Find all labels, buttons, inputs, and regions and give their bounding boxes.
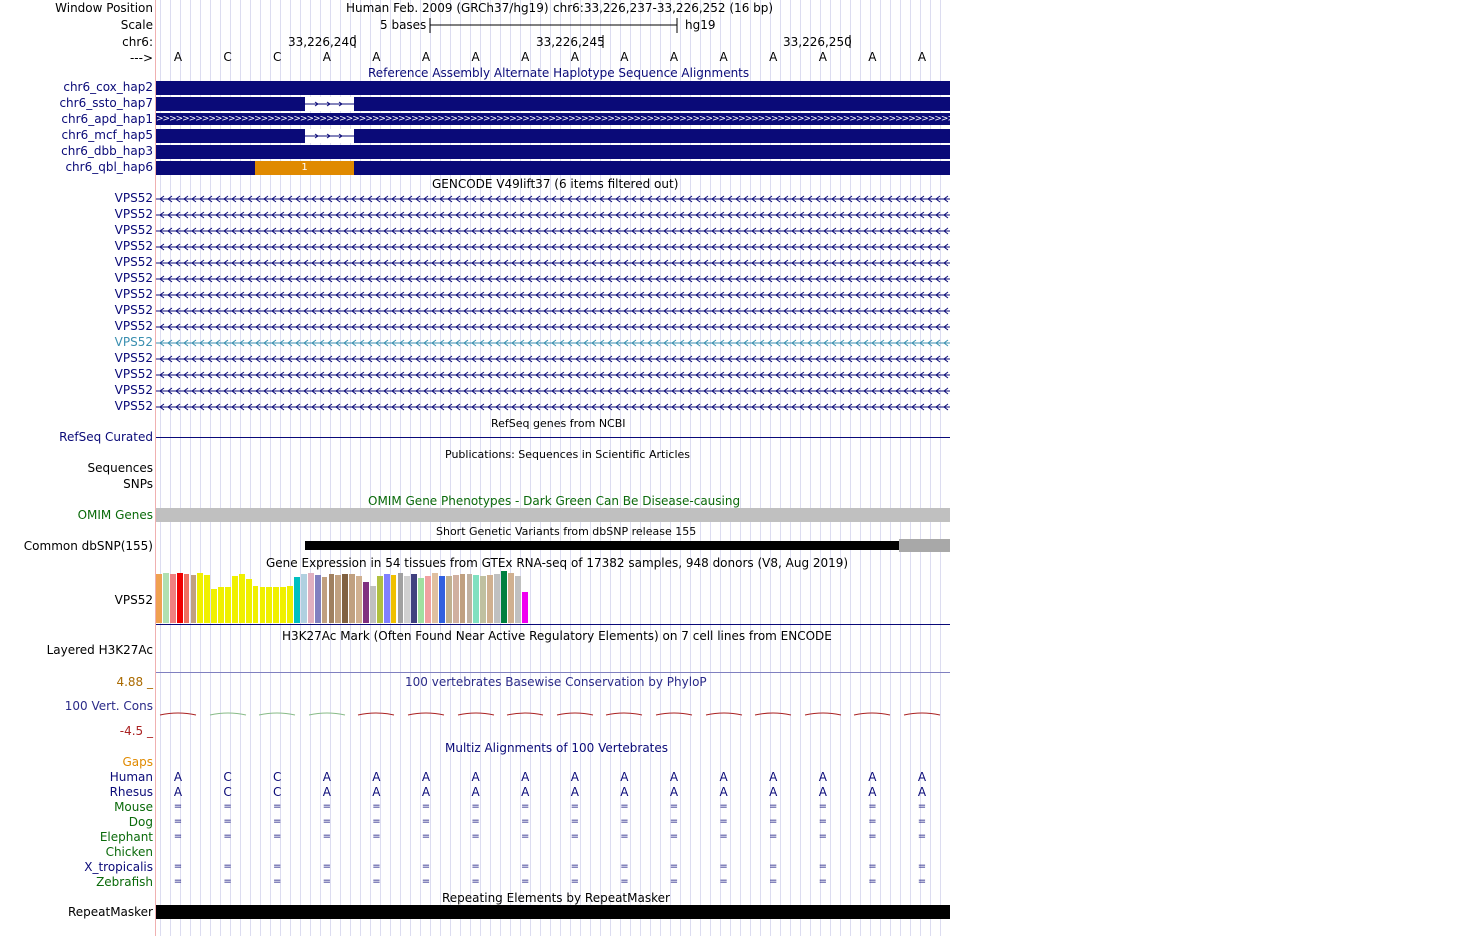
phylop-score-mark xyxy=(656,711,692,717)
gtex-tissue-bar[interactable] xyxy=(473,575,479,623)
gtex-tissue-bar[interactable] xyxy=(294,577,300,623)
alignment-match-mark: = xyxy=(173,801,183,812)
alignment-match-mark: = xyxy=(719,816,728,827)
gtex-tissue-bar[interactable] xyxy=(439,576,445,623)
gtex-tissue-bar[interactable] xyxy=(260,587,266,623)
position-readout: chr6:33,226,237-33,226,252 (16 bp) xyxy=(553,1,774,15)
alt-haplotype-label[interactable]: chr6_cox_hap2 xyxy=(63,80,153,94)
gencode-transcript[interactable] xyxy=(156,210,950,220)
gtex-tissue-bar[interactable] xyxy=(398,573,404,623)
aligned-base: A xyxy=(868,770,877,784)
gtex-tissue-bar[interactable] xyxy=(432,573,438,623)
alignment-match-mark: = xyxy=(372,801,381,812)
gencode-gene-label[interactable]: VPS52 xyxy=(114,287,153,301)
phylop-max-label: 4.88 _ xyxy=(116,675,153,689)
gtex-tissue-bar[interactable] xyxy=(342,574,348,623)
gtex-tissue-bar[interactable] xyxy=(363,582,369,623)
gtex-tissue-bar[interactable] xyxy=(170,574,176,623)
aligned-base: A xyxy=(521,770,530,784)
alignment-match-mark: = xyxy=(173,816,183,827)
alignment-match-mark: = xyxy=(719,861,728,872)
alignment-match-mark: = xyxy=(570,801,579,812)
gtex-tissue-bar[interactable] xyxy=(163,573,169,623)
aligned-base: A xyxy=(669,785,679,799)
alignment-match-mark: = xyxy=(272,876,282,887)
gtex-tissue-bar[interactable] xyxy=(404,576,410,623)
gencode-gene-label[interactable]: VPS52 xyxy=(114,239,153,253)
alignment-match-mark: = xyxy=(421,876,431,887)
gtex-tissue-bar[interactable] xyxy=(377,576,383,623)
alt-haplotype-label[interactable]: chr6_mcf_hap5 xyxy=(61,128,153,142)
gencode-track-title[interactable]: GENCODE V49lift37 (6 items filtered out) xyxy=(432,177,679,191)
base-letter: A xyxy=(372,50,381,64)
phylop-score-mark xyxy=(755,711,791,717)
alignment-match-mark: = xyxy=(818,816,827,827)
alt-haplotype-alignment[interactable] xyxy=(156,97,950,111)
phylop-score-mark xyxy=(309,711,345,717)
gtex-tissue-bar[interactable] xyxy=(232,576,238,623)
multiz-species-label[interactable]: Rhesus xyxy=(109,785,153,799)
gencode-gene-label[interactable]: VPS52 xyxy=(114,351,153,365)
gtex-tissue-bar[interactable] xyxy=(494,574,500,623)
phylop-score-mark xyxy=(160,711,196,717)
phylop-score-mark xyxy=(507,711,543,717)
alignment-match-mark: = xyxy=(272,816,282,827)
phylop-score-mark xyxy=(408,711,444,717)
dbsnp-variant-bar[interactable] xyxy=(899,539,950,552)
alignment-match-mark: = xyxy=(917,801,927,812)
gencode-transcript[interactable] xyxy=(156,354,950,364)
gtex-tissue-bar[interactable] xyxy=(273,587,279,623)
gtex-tissue-bar[interactable] xyxy=(177,573,183,623)
gtex-gene-label[interactable]: VPS52 xyxy=(114,593,153,607)
alignment-match-mark: = xyxy=(818,861,827,872)
refseq-track-title[interactable]: RefSeq genes from NCBI xyxy=(491,417,626,430)
aligned-base: A xyxy=(669,770,679,784)
phylop-score-mark xyxy=(458,711,494,717)
gencode-transcript[interactable] xyxy=(156,274,950,284)
gtex-tissue-bar[interactable] xyxy=(322,577,328,623)
gencode-gene-label[interactable]: VPS52 xyxy=(114,335,153,349)
gap-connector xyxy=(305,129,354,143)
alignment-match-mark: = xyxy=(669,876,679,887)
gtex-tissue-bar[interactable] xyxy=(184,574,190,623)
gencode-gene-label[interactable]: VPS52 xyxy=(114,223,153,237)
aligned-base: A xyxy=(421,785,431,799)
gtex-tissue-bar[interactable] xyxy=(370,586,376,623)
window-position-label: Window Position xyxy=(55,1,153,15)
aligned-base: C xyxy=(272,785,282,799)
phylop-score-mark xyxy=(904,711,940,717)
alignment-match-mark: = xyxy=(620,861,629,872)
multiz-gaps-label: Gaps xyxy=(122,755,153,769)
gtex-tissue-bar[interactable] xyxy=(246,579,252,623)
insertion-count: 1 xyxy=(301,162,308,173)
alignment-match-mark: = xyxy=(471,801,480,812)
alignment-match-mark: = xyxy=(322,801,331,812)
tick-label: 33,226,250 xyxy=(783,35,852,49)
base-letter: A xyxy=(521,50,530,64)
gtex-tissue-bar[interactable] xyxy=(356,576,362,623)
alignment-match-mark: = xyxy=(570,861,579,872)
alignment-match-mark: = xyxy=(223,801,232,812)
aligned-base: A xyxy=(620,770,629,784)
gtex-tissue-bar[interactable] xyxy=(460,574,466,623)
gtex-baseline xyxy=(156,624,950,625)
alignment-match-mark: = xyxy=(669,801,679,812)
alignment-insertion[interactable] xyxy=(255,161,354,175)
alignment-match-mark: = xyxy=(669,816,679,827)
omim-phenotype-bar[interactable] xyxy=(156,508,950,522)
gencode-gene-label[interactable]: VPS52 xyxy=(114,255,153,269)
alignment-match-mark: = xyxy=(719,876,728,887)
aligned-base: C xyxy=(272,770,282,784)
gencode-gene-label[interactable]: VPS52 xyxy=(114,383,153,397)
gencode-transcript[interactable] xyxy=(156,290,950,300)
alignment-match-mark: = xyxy=(372,876,381,887)
refseq-gene-line[interactable] xyxy=(156,437,950,438)
aligned-base: A xyxy=(521,785,530,799)
gtex-tissue-bar[interactable] xyxy=(480,576,486,623)
base-letter: A xyxy=(620,50,629,64)
alignment-match-mark: = xyxy=(520,816,530,827)
aligned-base: A xyxy=(322,770,331,784)
alignment-match-mark: = xyxy=(173,876,183,887)
aligned-base: A xyxy=(719,770,728,784)
phylop-score-mark xyxy=(805,711,841,717)
aligned-base: A xyxy=(917,785,927,799)
gtex-track-title[interactable]: Gene Expression in 54 tissues from GTEx RNA-seq of 17382 samples, 948 donors (V8, Aug 2019) xyxy=(266,556,849,570)
gtex-tissue-bar[interactable] xyxy=(204,575,210,623)
gtex-tissue-bar[interactable] xyxy=(287,586,293,623)
aligned-base: C xyxy=(223,770,232,784)
multiz-species-label[interactable]: X_tropicalis xyxy=(84,860,153,874)
base-letter: A xyxy=(917,50,927,64)
aligned-base: A xyxy=(769,785,778,799)
gtex-tissue-bar[interactable] xyxy=(418,578,424,623)
repeatmasker-label[interactable]: RepeatMasker xyxy=(67,905,153,919)
alt-haplotype-alignment[interactable] xyxy=(156,145,950,159)
gtex-tissue-bar[interactable] xyxy=(411,574,417,623)
base-letter: C xyxy=(272,50,282,64)
tick-label: 33,226,240 xyxy=(288,35,357,49)
alt-haplotype-label[interactable]: chr6_dbb_hap3 xyxy=(61,144,153,158)
alignment-match-mark: = xyxy=(421,801,431,812)
repeatmasker-element-bar[interactable] xyxy=(156,905,950,919)
alignment-match-mark: = xyxy=(520,861,530,872)
gtex-tissue-bar[interactable] xyxy=(522,592,528,623)
gtex-tissue-bar[interactable] xyxy=(239,574,245,623)
h3k27ac-label[interactable]: Layered H3K27Ac xyxy=(46,643,153,657)
aligned-base: A xyxy=(719,785,728,799)
alignment-match-mark: = xyxy=(669,861,679,872)
base-letter: A xyxy=(719,50,728,64)
multiz-species-label[interactable]: Mouse xyxy=(114,800,153,814)
gencode-transcript[interactable] xyxy=(156,370,950,380)
base-letter: A xyxy=(570,50,579,64)
phylop-track-title[interactable]: 100 vertebrates Basewise Conservation by PhyloP xyxy=(405,675,707,689)
gencode-transcript[interactable] xyxy=(156,322,950,332)
phylop-min-label: -4.5 _ xyxy=(119,724,153,738)
gtex-tissue-bar[interactable] xyxy=(384,574,390,623)
gtex-tissue-bar[interactable] xyxy=(425,576,431,623)
phylop-score-mark xyxy=(210,711,246,717)
h3k27ac-baseline xyxy=(156,672,950,673)
strand-label: ---> xyxy=(129,51,153,65)
alignment-match-mark: = xyxy=(471,861,480,872)
gencode-transcript[interactable] xyxy=(156,402,950,412)
alignment-match-mark: = xyxy=(868,801,877,812)
gtex-tissue-bar[interactable] xyxy=(266,587,272,623)
gtex-tissue-bar[interactable] xyxy=(467,574,473,623)
alignment-match-mark: = xyxy=(223,876,232,887)
alt-haplotype-label[interactable]: chr6_qbl_hap6 xyxy=(65,160,153,174)
base-letter: C xyxy=(223,50,232,64)
gencode-gene-label[interactable]: VPS52 xyxy=(114,271,153,285)
alignment-match-mark: = xyxy=(372,816,381,827)
gtex-tissue-bar[interactable] xyxy=(191,575,197,623)
omim-label[interactable]: OMIM Genes xyxy=(77,508,153,522)
phylop-score-mark xyxy=(606,711,642,717)
scale-text: 5 bases xyxy=(380,18,427,32)
gtex-tissue-bar[interactable] xyxy=(487,575,493,623)
gtex-tissue-bar[interactable] xyxy=(515,576,521,623)
phylop-label[interactable]: 100 Vert. Cons xyxy=(64,699,153,713)
alignment-match-mark: = xyxy=(620,831,629,842)
alignment-match-mark: = xyxy=(372,831,381,842)
omim-track-title[interactable]: OMIM Gene Phenotypes - Dark Green Can Be Disease-causing xyxy=(368,494,741,508)
alignment-match-mark: = xyxy=(570,831,579,842)
alignment-match-mark: = xyxy=(173,831,183,842)
aligned-base: A xyxy=(769,770,778,784)
alignment-match-mark: = xyxy=(322,876,331,887)
alignment-match-mark: = xyxy=(421,831,431,842)
multiz-species-label[interactable]: Dog xyxy=(128,815,153,829)
alt-haplotype-alignment[interactable] xyxy=(156,129,950,143)
tick-label: 33,226,245 xyxy=(536,35,605,49)
multiz-track-title[interactable]: Multiz Alignments of 100 Vertebrates xyxy=(445,741,669,755)
alignment-match-mark: = xyxy=(520,801,530,812)
aligned-base: A xyxy=(570,770,579,784)
alt-haplotype-label[interactable]: chr6_ssto_hap7 xyxy=(59,96,153,110)
gtex-tissue-bar[interactable] xyxy=(308,573,314,623)
gtex-tissue-bar[interactable] xyxy=(156,574,162,623)
alignment-gap xyxy=(305,97,354,111)
aligned-base: A xyxy=(917,770,927,784)
h3k27ac-track-title[interactable]: H3K27Ac Mark (Often Found Near Active Regulatory Elements) on 7 cell lines from ENCODE xyxy=(282,629,832,643)
alignment-match-mark: = xyxy=(421,816,431,827)
alignment-match-mark: = xyxy=(917,816,927,827)
base-letter: A xyxy=(818,50,827,64)
gtex-tissue-bar[interactable] xyxy=(508,573,514,623)
gencode-transcript[interactable] xyxy=(156,386,950,396)
dbsnp-label[interactable]: Common dbSNP(155) xyxy=(23,539,153,553)
alignment-match-mark: = xyxy=(768,831,778,842)
gtex-tissue-bar[interactable] xyxy=(335,575,341,623)
aligned-base: A xyxy=(570,785,579,799)
assembly-title: Human Feb. 2009 (GRCh37/hg19) xyxy=(346,1,549,15)
alignment-match-mark: = xyxy=(868,816,877,827)
gtex-tissue-bar[interactable] xyxy=(225,587,231,623)
alignment-match-mark: = xyxy=(818,801,827,812)
gencode-transcript[interactable] xyxy=(156,258,950,268)
phylop-score-mark xyxy=(706,711,742,717)
gtex-tissue-bar[interactable] xyxy=(349,574,355,623)
alt-haplotype-alignment[interactable]: >>>>>>>>>>>>>>>>>>>>>>>>>>>>>>>>>>>>>>>>>>>>>>>>>>>>>>>>>>>>>>>>>>>>>>>>>>>>>>>>>>>>>>>>>>>>>>>>>>>>>>>>>>>>>>>>>>>>>>>>>>>>>>>>>>>>>>>>>>>>>>>>>>>>>>>>>>>>>>>>>>>>>>>>>>>>>>>>>>>>>>>>>>>>>>>>>>>>>>>> xyxy=(156,114,1464,124)
base-letter: A xyxy=(769,50,778,64)
aligned-base: A xyxy=(471,785,480,799)
alignment-match-mark: = xyxy=(471,876,480,887)
alignment-match-mark: = xyxy=(620,816,629,827)
gencode-transcript[interactable] xyxy=(156,226,950,236)
gtex-tissue-bar[interactable] xyxy=(453,575,459,623)
aligned-base: A xyxy=(372,785,381,799)
gencode-gene-label[interactable]: VPS52 xyxy=(114,319,153,333)
alignment-match-mark: = xyxy=(917,861,927,872)
chrom-label: chr6: xyxy=(122,35,153,49)
gencode-transcript[interactable] xyxy=(156,338,950,348)
gencode-gene-label[interactable]: VPS52 xyxy=(114,303,153,317)
alignment-match-mark: = xyxy=(669,831,679,842)
multiz-species-label[interactable]: Zebrafish xyxy=(96,875,153,889)
snps-label[interactable]: SNPs xyxy=(123,477,153,491)
alignment-match-mark: = xyxy=(868,831,877,842)
phylop-score-mark xyxy=(259,711,295,717)
base-letter: A xyxy=(669,50,679,64)
alignment-match-mark: = xyxy=(322,861,331,872)
alignment-gap xyxy=(305,129,354,143)
alignment-match-mark: = xyxy=(471,816,480,827)
alignment-match-mark: = xyxy=(272,831,282,842)
multiz-species-label[interactable]: Human xyxy=(109,770,153,784)
aligned-base: A xyxy=(173,770,183,784)
alignment-match-mark: = xyxy=(471,831,480,842)
gtex-tissue-bar[interactable] xyxy=(218,587,224,623)
gtex-tissue-bar[interactable] xyxy=(280,587,286,623)
aligned-base: A xyxy=(322,785,331,799)
aligned-base: A xyxy=(372,770,381,784)
alignment-match-mark: = xyxy=(173,861,183,872)
aligned-base: A xyxy=(471,770,480,784)
publications-track-title[interactable]: Publications: Sequences in Scientific Articles xyxy=(445,448,690,461)
aligned-base: A xyxy=(818,770,827,784)
repeatmasker-track-title[interactable]: Repeating Elements by RepeatMasker xyxy=(442,891,670,905)
alignment-match-mark: = xyxy=(372,861,381,872)
gtex-tissue-bar[interactable] xyxy=(197,573,203,623)
alignment-match-mark: = xyxy=(223,816,232,827)
gtex-tissue-bar[interactable] xyxy=(446,576,452,623)
alignment-match-mark: = xyxy=(223,861,232,872)
phylop-score-mark xyxy=(557,711,593,717)
aligned-base: A xyxy=(173,785,183,799)
alignment-match-mark: = xyxy=(272,801,282,812)
aligned-base: A xyxy=(818,785,827,799)
gtex-tissue-bar[interactable] xyxy=(211,589,217,623)
base-letter: A xyxy=(173,50,183,64)
alignment-match-mark: = xyxy=(768,876,778,887)
alignment-match-mark: = xyxy=(570,816,579,827)
gencode-transcript[interactable] xyxy=(156,242,950,252)
multiz-species-label[interactable]: Chicken xyxy=(105,845,153,859)
alt-haplotype-label[interactable]: chr6_apd_hap1 xyxy=(61,112,153,126)
alignment-match-mark: = xyxy=(520,831,530,842)
gencode-transcript[interactable] xyxy=(156,306,950,316)
base-letter: A xyxy=(421,50,431,64)
alignment-match-mark: = xyxy=(768,861,778,872)
alignment-match-mark: = xyxy=(719,831,728,842)
alt-haplotype-alignment[interactable] xyxy=(156,81,950,95)
alignment-match-mark: = xyxy=(272,861,282,872)
alignment-match-mark: = xyxy=(868,876,877,887)
refseq-label[interactable]: RefSeq Curated xyxy=(59,430,153,444)
alignment-match-mark: = xyxy=(917,876,927,887)
alignment-match-mark: = xyxy=(917,831,927,842)
alignment-match-mark: = xyxy=(223,831,232,842)
alignment-match-mark: = xyxy=(620,801,629,812)
alignment-match-mark: = xyxy=(421,861,431,872)
sequences-label[interactable]: Sequences xyxy=(87,461,153,475)
aligned-base: C xyxy=(223,785,232,799)
aligned-base: A xyxy=(421,770,431,784)
base-letter: A xyxy=(868,50,877,64)
multiz-species-label[interactable]: Elephant xyxy=(99,830,153,844)
base-letter: A xyxy=(471,50,480,64)
alignment-match-mark: = xyxy=(818,876,827,887)
alignment-match-mark: = xyxy=(768,801,778,812)
scale-label: Scale xyxy=(120,18,153,32)
gtex-tissue-bar[interactable] xyxy=(301,574,307,623)
alignment-match-mark: = xyxy=(322,831,331,842)
alignment-match-mark: = xyxy=(620,876,629,887)
gencode-transcript[interactable] xyxy=(156,194,950,204)
gencode-gene-label[interactable]: VPS52 xyxy=(114,207,153,221)
gtex-tissue-bar[interactable] xyxy=(315,575,321,623)
base-letter: A xyxy=(322,50,331,64)
alt-haplotype-track-title[interactable]: Reference Assembly Alternate Haplotype Sequence Alignments xyxy=(368,66,750,80)
alignment-match-mark: = xyxy=(818,831,827,842)
gtex-tissue-bar[interactable] xyxy=(391,575,397,623)
gencode-gene-label[interactable]: VPS52 xyxy=(114,191,153,205)
alignment-match-mark: = xyxy=(520,876,530,887)
gtex-tissue-bar[interactable] xyxy=(501,571,507,623)
phylop-score-mark xyxy=(358,711,394,717)
gencode-gene-label[interactable]: VPS52 xyxy=(114,399,153,413)
alignment-match-mark: = xyxy=(719,801,728,812)
alignment-match-mark: = xyxy=(322,816,331,827)
dbsnp-track-title[interactable]: Short Genetic Variants from dbSNP release 155 xyxy=(436,525,697,538)
aligned-base: A xyxy=(868,785,877,799)
gtex-tissue-bar[interactable] xyxy=(253,586,259,623)
alignment-match-mark: = xyxy=(768,816,778,827)
gap-connector xyxy=(305,97,354,111)
dbsnp-variant-bar[interactable] xyxy=(305,541,950,550)
gtex-tissue-bar[interactable] xyxy=(329,574,335,623)
gencode-gene-label[interactable]: VPS52 xyxy=(114,367,153,381)
alignment-match-mark: = xyxy=(570,876,579,887)
phylop-score-mark xyxy=(854,711,890,717)
alignment-match-mark: = xyxy=(868,861,877,872)
scale-db: hg19 xyxy=(685,18,716,32)
aligned-base: A xyxy=(620,785,629,799)
